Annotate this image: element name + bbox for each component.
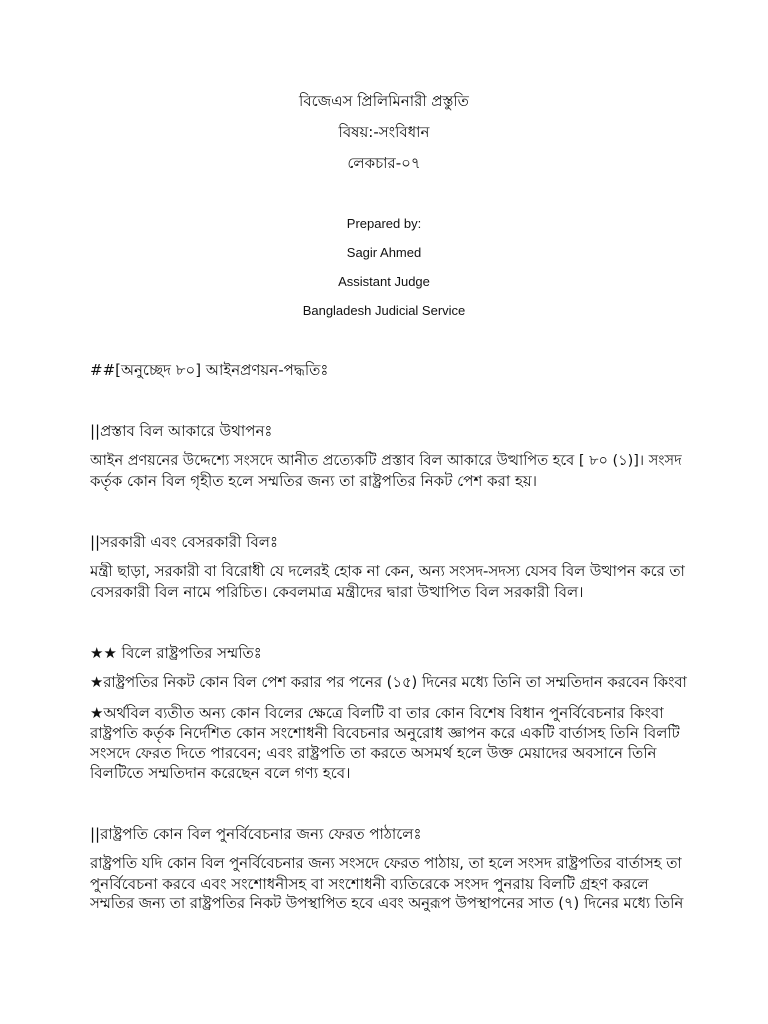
paragraph: [90, 703, 690, 783]
section-presidential-assent: [90, 643, 690, 783]
paragraph-line: বিলটিতে সম্মতিদান করেছেন বলে গণ্য হবে।: [90, 764, 351, 782]
document-body: [90, 360, 690, 914]
section-government-private-bills: [90, 532, 690, 602]
paragraph: [90, 673, 690, 693]
paragraph-line: পুনর্বিবেচনা করবে এবং সংশোধনীসহ বা সংশোধনী ব্যতিরেকে সংসদ পুনরায় বিলটি গ্রহণ করলে: [90, 875, 649, 893]
author-designation: Assistant Judge: [338, 274, 430, 289]
author-name: Sagir Ahmed: [346, 245, 422, 260]
paragraph-line: ★রাষ্ট্রপতির নিকট কোন বিল পেশ করার পর পনের (১৫) দিনের মধ্যে তিনি তা সম্মতিদান করবেন কিংবা: [90, 674, 687, 691]
paragraph-line: সম্মতির জন্য তা রাষ্ট্রপতির নিকট উপস্থাপিত হবে এবং অনুরূপ উপস্থাপনের সাত (৭) দিনের মধ্যে তিনি: [90, 895, 684, 912]
document-header: [0, 86, 768, 179]
paragraph-line: আইন প্রণয়নের উদ্দেশ্যে সংসদে আনীত প্রত্যেকটি প্রস্তাব বিল আকারে উত্থাপিত হবে [ ৮০ (১)]। সংসদ: [90, 453, 682, 469]
paragraph: [90, 562, 690, 602]
section-return-for-reconsideration: [90, 824, 690, 914]
paragraph-line: ★অর্থবিল ব্যতীত অন্য কোন বিলের ক্ষেত্রে বিলটি বা তার কোন বিশেষ বিধান পুনর্বিবেচনার কিংবা: [90, 704, 664, 722]
section-bill-introduction: [90, 421, 690, 491]
section-heading: ||সরকারী এবং বেসরকারী বিলঃ: [90, 533, 278, 551]
paragraph: [90, 854, 690, 914]
paragraph-line: রাষ্ট্রপতি যদি কোন বিল পুনর্বিবেচনার জন্য সংসদে ফেরত পাঠায়, তা হলে সংসদ রাষ্ট্রপতির বার্তাসহ তা: [90, 855, 682, 872]
paragraph: [90, 451, 690, 491]
paragraph-line: সংসদে ফেরত দিতে পারবেন; এবং রাষ্ট্রপতি তা করতে অসমর্থ হলে উক্ত মেয়াদের অবসানে তিনি: [90, 744, 657, 762]
author-service: Bangladesh Judicial Service: [302, 303, 466, 318]
paragraph-line: বেসরকারী বিল নামে পরিচিত। কেবলমাত্র মন্ত্রীদের দ্বারা উত্থাপিত বিল সরকারী বিল।: [90, 583, 584, 601]
section-heading: ||প্রস্তাব বিল আকারে উথাপনঃ: [90, 422, 273, 440]
document-title: বিজেএস প্রিলিমিনারী প্রস্তুতি: [299, 92, 469, 110]
credits-block: [0, 209, 768, 325]
subject-line: বিষয়:-সংবিধান: [338, 123, 430, 141]
paragraph-line: মন্ত্রী ছাড়া, সরকারী বা বিরোধী যে দলেরই হোক না কেন, অন্য সংসদ-সদস্য যেসব বিল উত্থাপন করে তা: [90, 563, 685, 580]
paragraph-line: রাষ্ট্রপতি কর্তৃক নির্দেশিত কোন সংশোধনী বিবেচনার অনুরোধ জ্ঞাপন করে একটি বার্তাসহ তিনি বিলটি: [90, 724, 680, 742]
lecture-number: লেকচার-০৭: [347, 154, 421, 172]
article-heading: ##[অনুচ্ছেদ ৮০] আইনপ্রণয়ন-পদ্ধতিঃ: [90, 361, 329, 379]
paragraph-line: কর্তৃক কোন বিল গৃহীত হলে সম্মতির জন্য তা রাষ্ট্রপতির নিকট পেশ করা হয়।: [90, 472, 538, 490]
section-heading: ★★ বিলে রাষ্ট্রপতির সম্মতিঃ: [90, 644, 262, 662]
prepared-by-label: Prepared by:: [346, 216, 422, 231]
section-heading: ||রাষ্ট্রপতি কোন বিল পুনর্বিবেচনার জন্য ফেরত পাঠালেঃ: [90, 825, 422, 843]
